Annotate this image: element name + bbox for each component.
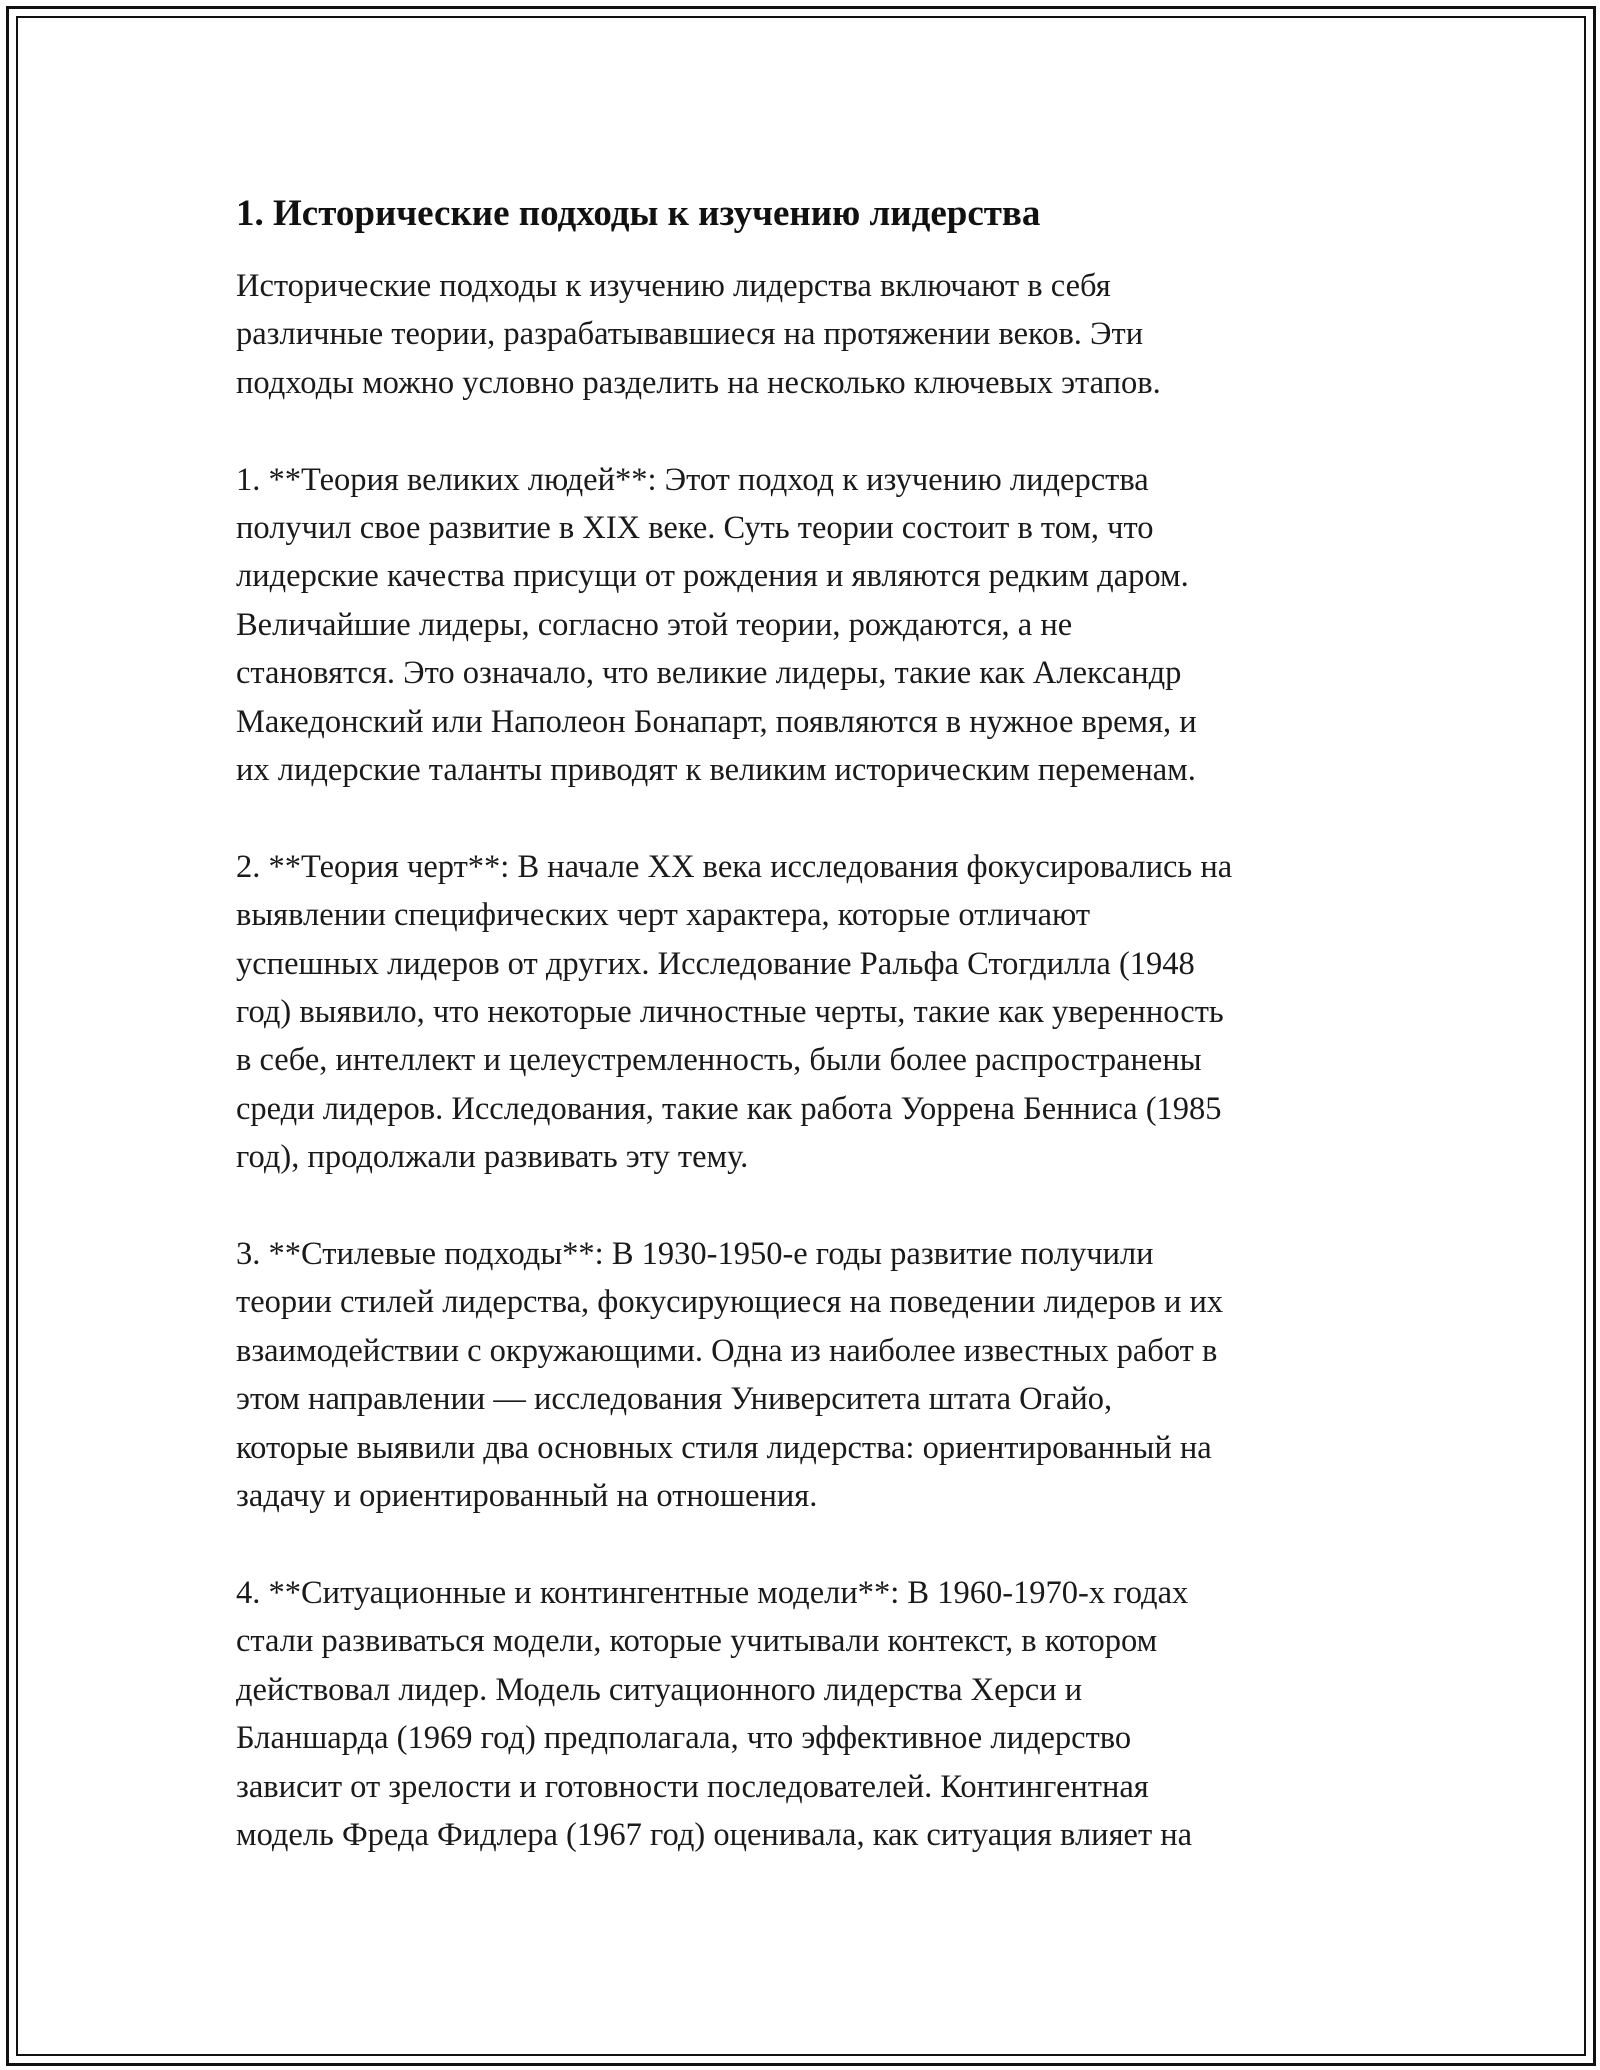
section-heading: 1. Исторические подходы к изучению лидерства [236,193,1041,234]
paragraph-trait-theory: 2. **Теория черт**: В начале XX века исследования фокусировались на выявлении специфических черт характера, которые отличают успешных лидеров от других. Исследование Ральфа Стогдилла (1948 год) выявило, что некоторые личностные черты, такие как уверенность в себе, интеллект и целеустремленность, были более распространены среди лидеров. Исследования, такие как работа Уоррена Бенниса (1985 год), продолжали развивать эту тему. [236,848,1233,1176]
document-body [236,190,1376,1859]
paragraph-style-approaches: 3. **Стилевые подходы**: В 1930-1950-е годы развитие получили теории стилей лидерства, фокусирующиеся на поведении лидеров и их взаимодействии с окружающими. Одна из наиболее известных работ в этом направлении — исследования Университета штата Огайо, которые выявили два основных стиля лидерства: ориентированный на задачу и ориентированный на отношения. [236,1236,1224,1515]
paragraph-great-man-theory: 1. **Теория великих людей**: Этот подход к изучению лидерства получил свое развитие в XIX веке. Суть теории состоит в том, что лидерские качества присущи от рождения и являются редким даром. Величайшие лидеры, согласно этой теории, рождаются, а не становятся. Это означало, что великие лидеры, такие как Александр Македонский или Наполеон Бонапарт, появляются в нужное время, и их лидерские таланты приводят к великим историческим переменам. [236,461,1197,789]
paragraph-situational-models: 4. **Ситуационные и контингентные модели**: В 1960-1970-х годах стали развиваться модели, которые учитывали контекст, в котором действовал лидер. Модель ситуационного лидерства Херси и Бланшарда (1969 год) предполагала, что эффективное лидерство зависит от зрелости и готовности последователей. Контингентная модель Фреда Фидлера (1967 год) оценивала, как ситуация влияет на [236,1574,1193,1853]
intro-paragraph: Исторические подходы к изучению лидерства включают в себя различные теории, разрабатывавшиеся на протяжении веков. Эти подходы можно условно разделить на несколько ключевых этапов. [236,268,1161,401]
